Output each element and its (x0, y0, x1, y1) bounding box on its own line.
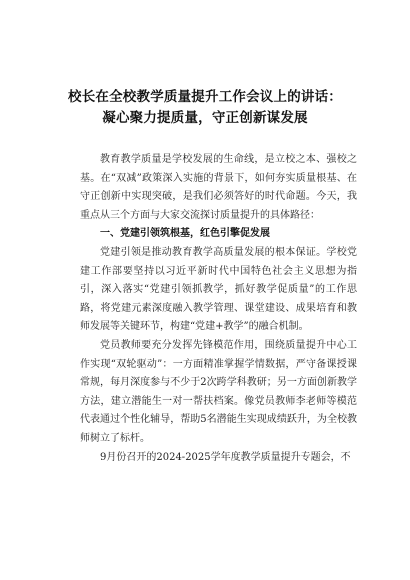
paragraph-party-teachers: 党员教师要充分发挥先锋模范作用，围绕质量提升中心工作实现“双轮驱动”：一方面精准掌握学情数据，严守备课授课常规，每月深度参与不少于2次跨学科教研；另一方面创新教学方法，建立潜能生一对一帮扶档案。像党员教师李老师等模范代表通过个性化辅导，帮助5名潜能生实现成绩跃升，为全校教师树立了标杆。 (80, 339, 357, 444)
paragraph-party-leadership: 党建引领是推动教育教学高质量发展的根本保证。学校党建工作部要坚持以习近平新时代中国特色社会主义思想为指引，深入落实“党建引领抓教学，抓好教学促质量”的工作思路，将党建元素深度融入教学管理、课堂建设、成果培育和教师发展等关键环节，构建“党建+教学”的融合机制。 (80, 246, 357, 333)
section-heading-1: 一、党建引领筑根基，红色引擎促发展 (100, 228, 270, 240)
document-title-line-2: 凝心聚力提质量，守正创新谋发展 (102, 110, 308, 126)
paragraph-september-meeting: 9月份召开的2024-2025学年度教学质量提升专题会，不 (100, 451, 351, 463)
paragraph-intro: 教育教学质量是学校发展的生命线，是立校之本、强校之基。在“双减”政策深入实施的背景下，如何夯实质量根基、在守正创新中实现突破，是我们必须答好的时代命题。今天，我重点从三个方面与大家交流探讨质量提升的具体路径： (80, 154, 357, 221)
document-body (80, 151, 357, 467)
document-title-line-1: 校长在全校教学质量提升工作会议上的讲话： (68, 89, 342, 105)
